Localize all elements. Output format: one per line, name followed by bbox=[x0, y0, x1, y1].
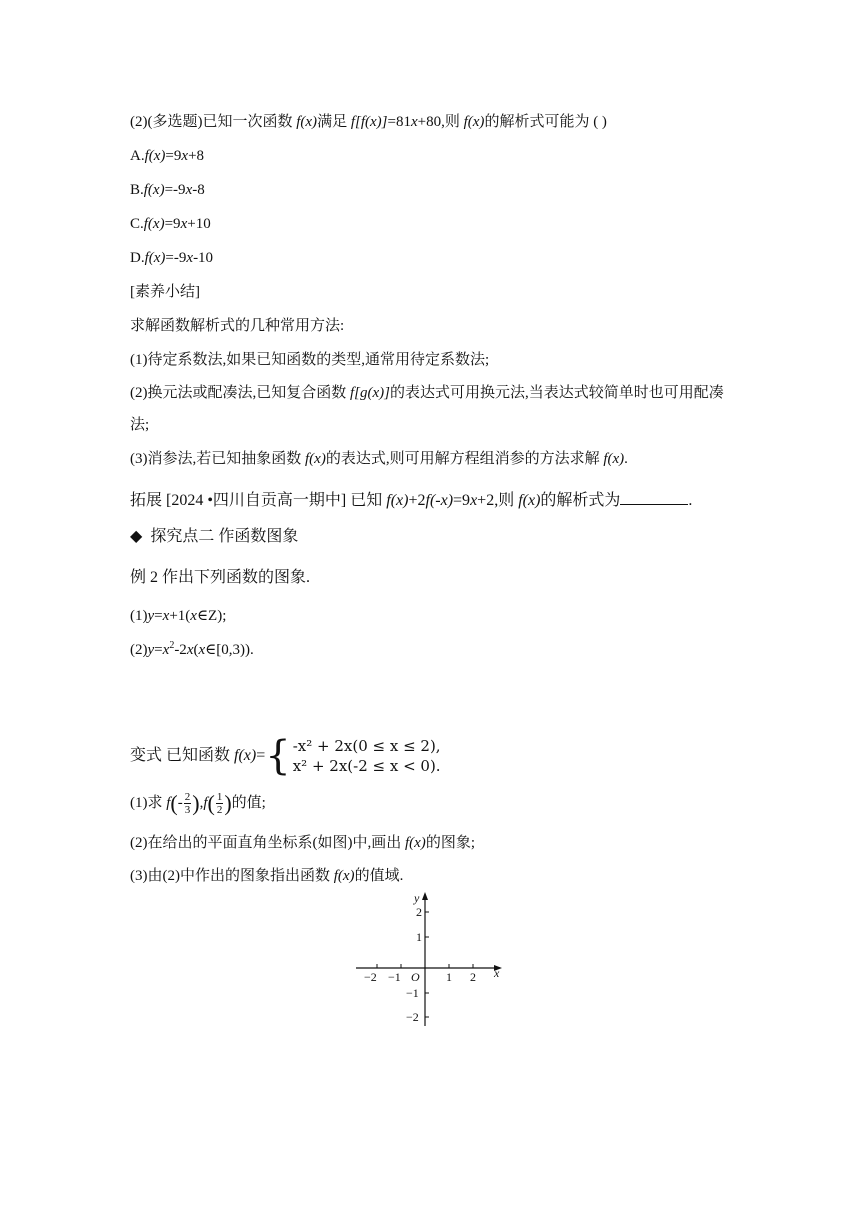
coordinate-plane bbox=[352, 890, 512, 1030]
x-axis-label: x bbox=[494, 966, 500, 980]
y-axis-arrow-icon bbox=[422, 892, 428, 900]
example-2-title: 例 2 作出下列函数的图象. bbox=[130, 569, 311, 586]
section-title: ◆ 探究点二 作函数图象 bbox=[130, 528, 299, 545]
option-b: B.f(x)=-9x-8 bbox=[130, 182, 205, 198]
summary-heading: [素养小结] bbox=[130, 284, 200, 300]
summary-method-1: (1)待定系数法,如果已知函数的类型,通常用待定系数法; bbox=[130, 352, 490, 368]
summary-method-2-cont: 法; bbox=[130, 417, 150, 433]
case-1: -x² + 2x(0 ≤ x ≤ 2), bbox=[292, 737, 441, 756]
x-tick-label: −1 bbox=[388, 970, 401, 984]
origin-label: O bbox=[411, 970, 420, 984]
x-tick-label: −2 bbox=[364, 970, 377, 984]
option-a: A.f(x)=9x+8 bbox=[130, 148, 205, 164]
example-2-part-2: $(2)y=x^2-2x(x\in[0,3))$. bbox=[130, 640, 254, 658]
option-d: D.f(x)=-9x-10 bbox=[130, 250, 214, 266]
extension-problem: 拓展 [2024 •四川自贡高一期中] 已知 f(x)+2f(-x)=9x+2,则 f(x)的解析式为 . bbox=[130, 492, 693, 509]
summary-method-3: (3)消参法,若已知抽象函数 f(x)的表达式,则可用解方程组消参的方法求解 f(x). bbox=[130, 451, 628, 467]
y-tick-label: −1 bbox=[406, 986, 419, 1000]
variant-question-3: (3)由(2)中作出的图象指出函数 f(x)的值域. bbox=[130, 868, 404, 884]
summary-method-2: (2)换元法或配凑法,已知复合函数 f[g(x)]的表达式可用换元法,当表达式较简单时也可用配凑 bbox=[130, 385, 724, 401]
y-tick-label: −2 bbox=[406, 1010, 419, 1024]
ffx: f[f(x)] bbox=[350, 114, 388, 130]
fx: f(x) bbox=[296, 114, 318, 130]
y-axis-label: y bbox=[414, 891, 420, 905]
example-2-part-1: (1)y=x+1(x∈Z); bbox=[130, 608, 227, 624]
question-2: (2)(多选题)已知一次函数 f(x)满足 f[f(x)]=81x+80,则 f(x)的解析式可能为 ( ) bbox=[130, 114, 607, 130]
fraction-1-2: $\frac{1}{2}$ bbox=[216, 791, 223, 817]
variant-question-1: (1)求 f(- $\frac{2}{3}$ ),f( $\frac{1}{2}$ )的值; bbox=[130, 790, 266, 817]
y-tick-label: 1 bbox=[416, 930, 422, 944]
left-brace: { bbox=[265, 733, 291, 780]
fraction-2-3: $\frac{2}{3}$ bbox=[184, 791, 191, 817]
option-c: C.f(x)=9x+10 bbox=[130, 216, 211, 232]
variant-problem: 变式 已知函数 f(x)= { -x² + 2x(0 ≤ x ≤ 2), x² + 2x(-2 ≤ x < 0). bbox=[130, 733, 441, 780]
case-2: x² + 2x(-2 ≤ x < 0). bbox=[292, 757, 441, 776]
answer-blank bbox=[620, 490, 688, 505]
y-tick-label: 2 bbox=[416, 905, 422, 919]
x-tick-label: 2 bbox=[470, 970, 476, 984]
x-tick-label: 1 bbox=[446, 970, 452, 984]
variant-question-2: (2)在给出的平面直角坐标系(如图)中,画出 f(x)的图象; bbox=[130, 835, 475, 851]
summary-intro: 求解函数解析式的几种常用方法: bbox=[130, 318, 345, 334]
diamond-icon: ◆ bbox=[130, 528, 143, 545]
